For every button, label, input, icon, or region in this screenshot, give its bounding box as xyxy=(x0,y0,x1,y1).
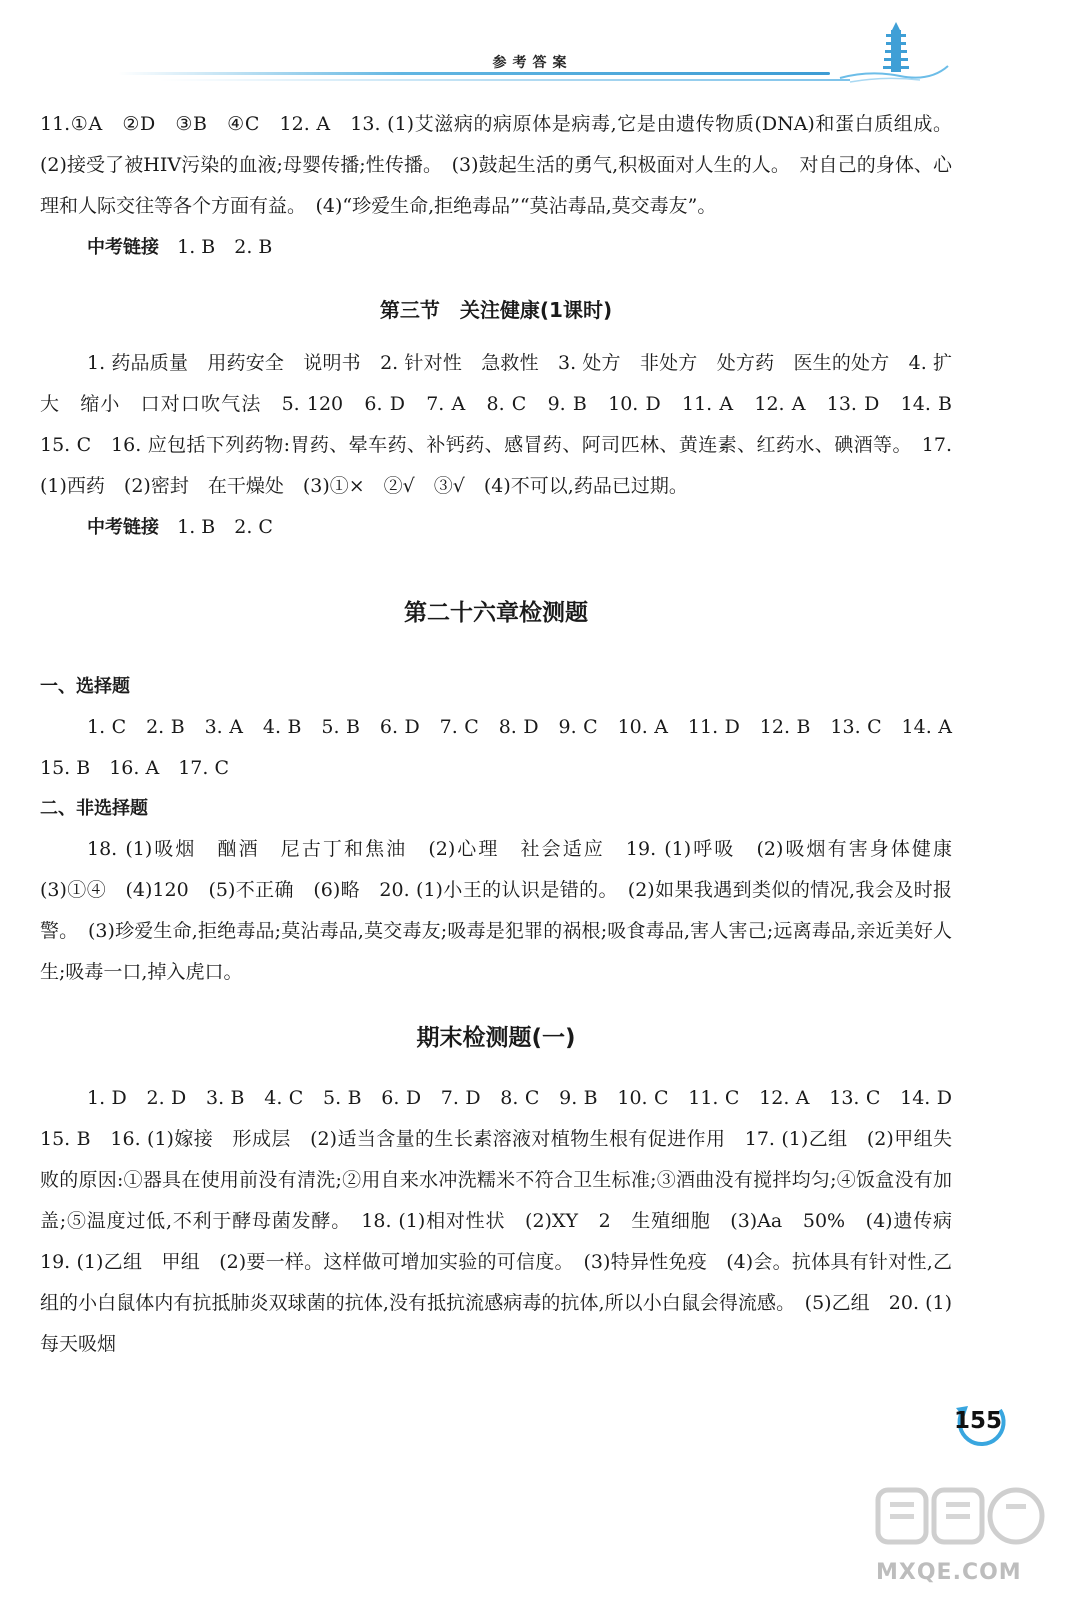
exam-link-answers: 1. B 2. B xyxy=(177,236,273,258)
answer-content xyxy=(40,104,972,1365)
header-rule xyxy=(118,72,830,75)
nonchoice-section-heading: 二、非选择题 xyxy=(40,798,148,819)
page-number: 155 xyxy=(953,1408,1002,1434)
nonchoice-answers: 18. (1)吸烟 酗酒 尼古丁和焦油 (2)心理 社会适应 19. (1)呼吸 (2)吸烟有害身体健康 (3)①④ (4)120 (5)不正确 (6)略 20. (1)小王的认识是错的。 (2)如果我遇到类似的情况,我会及时报警。 (3)珍爱生命,拒绝毒品;莫沾毒品,莫交毒友;吸毒是犯罪的祸根;吸食毒品,害人害己;远离毒品,亲近美好人生;吸毒一口,掉入虎口。 xyxy=(40,838,972,983)
answers-q11-13: 11.①A ②D ③B ④C 12. A 13. (1)艾滋病的病原体是病毒,它是由遗传物质(DNA)和蛋白质组成。(2)接受了被HIV污染的血液;母婴传播;性传播。 (3)鼓起生活的勇气,积极面对人生的人。 对自己的身体、心理和人际交往等各个方面有益。 (4)“珍爱生命,拒绝毒品”“莫沾毒品,莫交毒友”。 xyxy=(40,113,952,217)
watermark-logo xyxy=(868,1480,1058,1598)
exam-link-answers: 1. B 2. C xyxy=(177,516,273,538)
exam-link-label: 中考链接 xyxy=(87,517,159,538)
section-title: 第三节 关注健康(1课时) xyxy=(379,298,613,322)
choice-section-heading: 一、选择题 xyxy=(40,676,130,697)
chapter-test-title: 第二十六章检测题 xyxy=(404,600,588,626)
page-number-badge xyxy=(952,1398,1012,1448)
exam-link-label: 中考链接 xyxy=(87,237,159,258)
watermark-text: MXQE.COM xyxy=(876,1560,1022,1585)
page-header xyxy=(0,0,1065,95)
pagoda-icon xyxy=(830,20,950,90)
header-rule-secondary xyxy=(160,79,850,81)
answer-logo-icon xyxy=(868,1480,1058,1560)
final-test-answers: 1. D 2. D 3. B 4. C 5. B 6. D 7. D 8. C 9. B 10. C 11. C 12. A 13. C 14. D 15. B 16. (1)嫁接 形成层 (2)适当含量的生长素溶液对植物生根有促进作用 17. (1)乙组 (2)甲组失败的原因:①器具在使用前没有清洗;②用自来水冲洗糯米不符合卫生标准;③酒曲没有搅拌均匀;④饭盒没有加盖;⑤温度过低,不利于酵母菌发酵。 18. (1)相对性状 (2)XY 2 生殖细胞 (3)Aa 50% (4)遗传病 19. (1)乙组 甲组 (2)要一样。这样做可增加实验的可信度。 (3)特异性免疫 (4)会。抗体具有针对性,乙组的小白鼠体内有抗抵肺炎双球菌的抗体,没有抵抗流感病毒的抗体,所以小白鼠会得流感。 (5)乙组 20. (1)每天吸烟 xyxy=(40,1087,972,1355)
section-answers: 1. 药品质量 用药安全 说明书 2. 针对性 急救性 3. 处方 非处方 处方药 医生的处方 4. 扩大 缩小 口对口吹气法 5. 120 6. D 7. A 8. C 9. B 10. D 11. A 12. A 13. D 14. B 15. C 16. 应包括下列药物:胃药、晕车药、补钙药、感冒药、阿司匹林、黄连素、红药水、碘酒等。 17. (1)西药 (2)密封 在干燥处 (3)①× ②√ ③√ (4)不可以,药品已过期。 xyxy=(40,352,972,497)
exam-link-line xyxy=(40,227,952,268)
final-test-title: 期末检测题(一) xyxy=(416,1025,576,1051)
exam-link-line xyxy=(40,507,952,548)
choice-answers: 1. C 2. B 3. A 4. B 5. B 6. D 7. C 8. D 9. C 10. A 11. D 12. B 13. C 14. A 15. B 16. A 17. C xyxy=(40,716,972,779)
header-title: 参考答案 xyxy=(492,55,573,71)
